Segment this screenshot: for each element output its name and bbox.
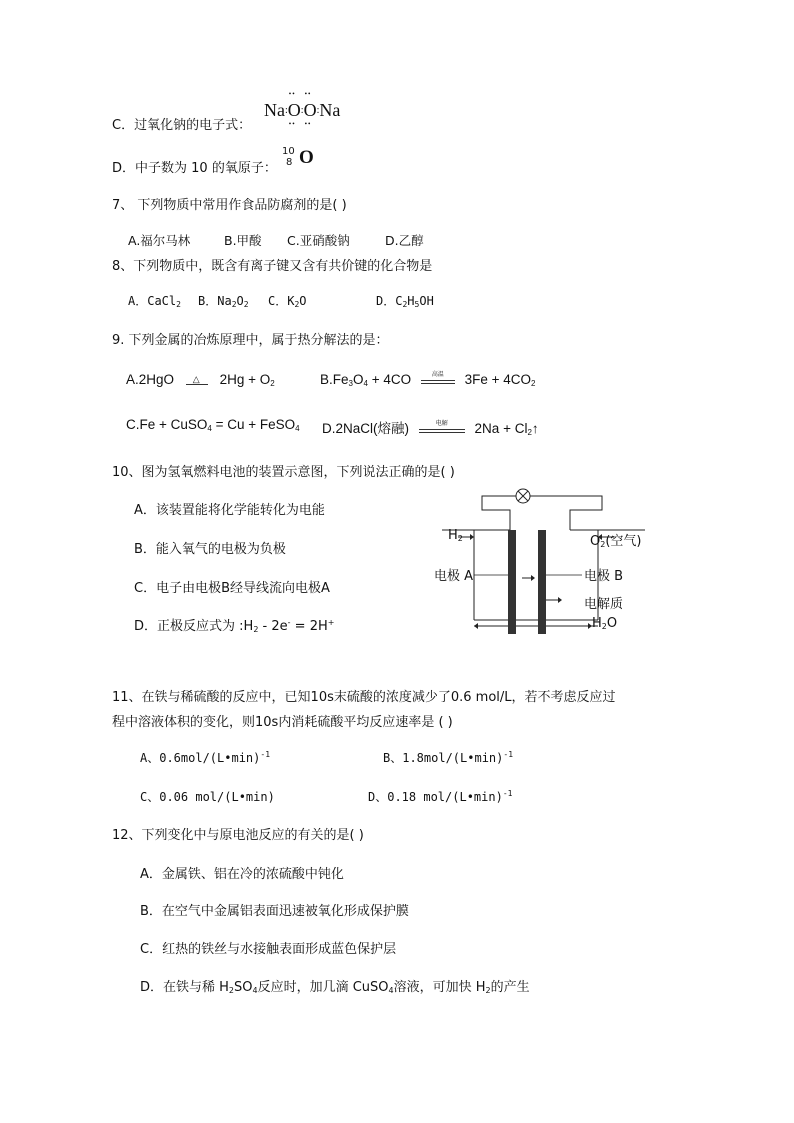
q8-option-d: [376, 292, 434, 309]
q9-c-left: C.Fe + CuSO: [126, 417, 208, 432]
heat-triangle-icon: △: [186, 374, 208, 386]
fig-h2o-text: H: [592, 616, 602, 631]
q12-d-mid: SO: [234, 980, 253, 995]
isotope-mass-number: 10: [282, 146, 295, 157]
fuel-cell-diagram: [430, 488, 660, 638]
q9-d-left: D.2NaCl(熔融): [322, 421, 410, 436]
q8-option-a: [128, 292, 181, 309]
q10-option-c: C．电子由电极B经导线流向电极A: [134, 581, 330, 596]
q9-b-right: 3Fe + 4CO: [464, 372, 532, 387]
isotope-element-symbol: O: [299, 147, 314, 168]
q11-a-sup: -1: [260, 750, 271, 759]
q9-b-left-end: + 4CO: [367, 372, 412, 387]
q9-option-c: [126, 417, 300, 433]
q7-option-c: C.亚硝酸钠: [287, 233, 350, 248]
fig-electrode-b-label: 电极 B: [584, 569, 624, 584]
q9-d-right-sub: 2: [527, 428, 532, 437]
q11-option-b: [383, 749, 513, 766]
q12-d-pre: D．在铁与稀 H: [140, 980, 229, 995]
q8-c-text: C．K: [268, 294, 295, 308]
q7-stem: 7、 下列物质中常用作食品防腐剂的是( ): [112, 198, 347, 213]
q10-d-pre: D．正极反应式为 :H: [134, 619, 254, 634]
q9-d-condition: 电解: [435, 421, 448, 428]
q11-a-text: A、0.6mol/(L•min): [140, 751, 261, 765]
q10-d-sub: 2: [253, 625, 259, 634]
q6-option-d-label: D．中子数为 10 的氧原子：: [112, 161, 277, 176]
q9-b-right-sub: 2: [531, 379, 536, 388]
q8-option-b: [198, 292, 249, 309]
formula-na-right: Na: [319, 100, 341, 120]
fig-electrode-a-label: 电极 A: [434, 569, 474, 584]
q10-stem: 10、图为氢氧燃料电池的装置示意图，下列说法正确的是( ): [112, 465, 455, 480]
q9-d-right: 2Na + Cl: [474, 421, 528, 436]
q12-option-b: B．在空气中金属铝表面迅速被氧化形成保护膜: [140, 904, 409, 919]
q10-d-sup: -: [287, 618, 291, 627]
fig-o2-sub: 2: [600, 540, 606, 549]
electrode-a-bar: [508, 530, 516, 634]
electrode-b-bar: [538, 530, 546, 634]
q12-d-sub4: 2: [485, 986, 491, 995]
q8-c-end: O: [299, 294, 307, 308]
fig-o2-text: O: [590, 534, 601, 549]
q6-option-d: [112, 157, 277, 176]
fig-h2o-sub: 2: [601, 622, 607, 631]
q6-option-c: [112, 114, 251, 133]
q9-option-a: [126, 372, 275, 388]
q12-d-mid2: 反应时，加几滴 CuSO: [257, 980, 389, 995]
fig-h2-label: [448, 528, 463, 543]
q8-b-mid: O: [236, 294, 244, 308]
q8-d-sub2: 5: [414, 300, 420, 309]
q10-option-b: B．能入氧气的电极为负极: [134, 542, 286, 557]
q9-option-b: [320, 372, 535, 388]
q6-option-c-label: C．过氧化钠的电子式：: [112, 118, 252, 133]
isotope-atomic-number: 8: [286, 157, 293, 168]
q8-stem: 8、下列物质中，既含有离子键又含有共价键的化合物是: [112, 259, 433, 274]
q10-d-eq: = 2H: [290, 619, 328, 634]
q9-b-sub1: 3: [348, 379, 353, 388]
q12-d-sub3: 4: [388, 986, 394, 995]
q11-option-d: [368, 788, 512, 805]
q9-a-right: 2Hg + O: [219, 372, 271, 387]
q12-option-d: [140, 976, 530, 995]
q8-b-text: B．Na: [198, 294, 232, 308]
formula-na-left: Na: [264, 100, 285, 120]
fig-h2-text: H: [448, 528, 458, 543]
q8-b-sub1: 2: [231, 300, 237, 309]
q11-stem-line2: 程中溶液体积的变化，则10s内消耗硫酸平均反应速率是 ( ): [112, 715, 453, 730]
q12-d-end: 的产生: [490, 980, 530, 995]
q7-option-a: A.福尔马林: [128, 233, 191, 248]
formula-o-1: •• O ••: [288, 100, 301, 121]
q12-stem: 12、下列变化中与原电池反应的有关的是( ): [112, 828, 364, 843]
q11-b-text: B、1.8mol/(L•min): [383, 751, 504, 765]
q12-d-sub1: 2: [228, 986, 235, 995]
fuel-cell-svg: [430, 488, 660, 638]
fig-o2-label: [590, 530, 641, 549]
electrolysis-condition-arrow: [419, 422, 465, 436]
q8-d-end: OH: [419, 294, 434, 308]
q7-option-b: B.甲酸: [224, 233, 262, 248]
fig-o2-tail: (空气): [605, 534, 642, 549]
q9-c-right: = Cu + FeSO: [211, 417, 296, 432]
fig-electrolyte-label: 电解质: [584, 597, 624, 612]
q8-c-sub: 2: [294, 300, 300, 309]
q9-a-right-sub: 2: [270, 379, 275, 388]
q11-option-a: [140, 749, 270, 766]
q12-option-c: C．红热的铁丝与水接触表面形成蓝色保护层: [140, 942, 397, 957]
q10-option-d: [134, 615, 334, 634]
q11-option-c: C、0.06 mol/(L•min): [140, 790, 275, 804]
oxygen-isotope-symbol: [282, 146, 322, 174]
q8-option-c: [268, 292, 307, 309]
q9-option-d: [322, 417, 539, 437]
q8-d-mid: H: [407, 294, 415, 308]
q9-c-left-sub: 4: [207, 424, 212, 433]
sodium-peroxide-electron-formula: Na:•• O ••:•• O ••:Na: [264, 100, 340, 121]
q10-d-mid: - 2e: [258, 619, 288, 634]
q11-stem-line1: 11、在铁与稀硫酸的反应中，已知10s末硫酸的浓度减少了0.6 mol/L，若不考虑反应过: [112, 690, 616, 705]
q8-d-sub1: 2: [402, 300, 408, 309]
q8-a-sub: 2: [176, 300, 181, 309]
q9-b-mid: O: [352, 372, 364, 387]
q11-d-text: D、0.18 mol/(L•min): [368, 790, 503, 804]
q10-d-sup2: +: [327, 618, 335, 627]
q9-a-left: A.2HgO: [126, 372, 175, 387]
q9-c-right-sub: 4: [295, 424, 300, 433]
q12-d-sub2: 4: [252, 986, 258, 995]
q12-option-a: A．金属铁、铝在冷的浓硫酸中钝化: [140, 867, 344, 882]
q9-stem: 9. 下列金属的冶炼原理中，属于热分解法的是：: [112, 333, 389, 348]
q7-option-d: D.乙醇: [385, 233, 424, 248]
q11-b-sup: -1: [503, 750, 514, 759]
q12-d-mid3: 溶液，可加快 H: [393, 980, 486, 995]
q9-b-left: B.Fe: [320, 372, 349, 387]
fig-h2-sub: 2: [457, 534, 463, 543]
gas-up-arrow-icon: ↑: [531, 421, 539, 436]
q10-option-a: A．该装置能将化学能转化为电能: [134, 503, 325, 518]
fig-h2o-tail: O: [606, 616, 618, 631]
fig-h2o-label: [592, 616, 617, 631]
q9-b-condition: 高温: [431, 372, 444, 379]
q11-d-sup: -1: [502, 789, 513, 798]
q8-a-text: A．CaCl: [128, 294, 177, 308]
q9-b-sub2: 4: [363, 379, 368, 388]
q8-b-sub2: 2: [243, 300, 249, 309]
formula-o-2: •• O ••: [304, 100, 317, 121]
q8-d-text: D．C: [376, 294, 403, 308]
high-temp-condition-arrow: [421, 373, 455, 387]
